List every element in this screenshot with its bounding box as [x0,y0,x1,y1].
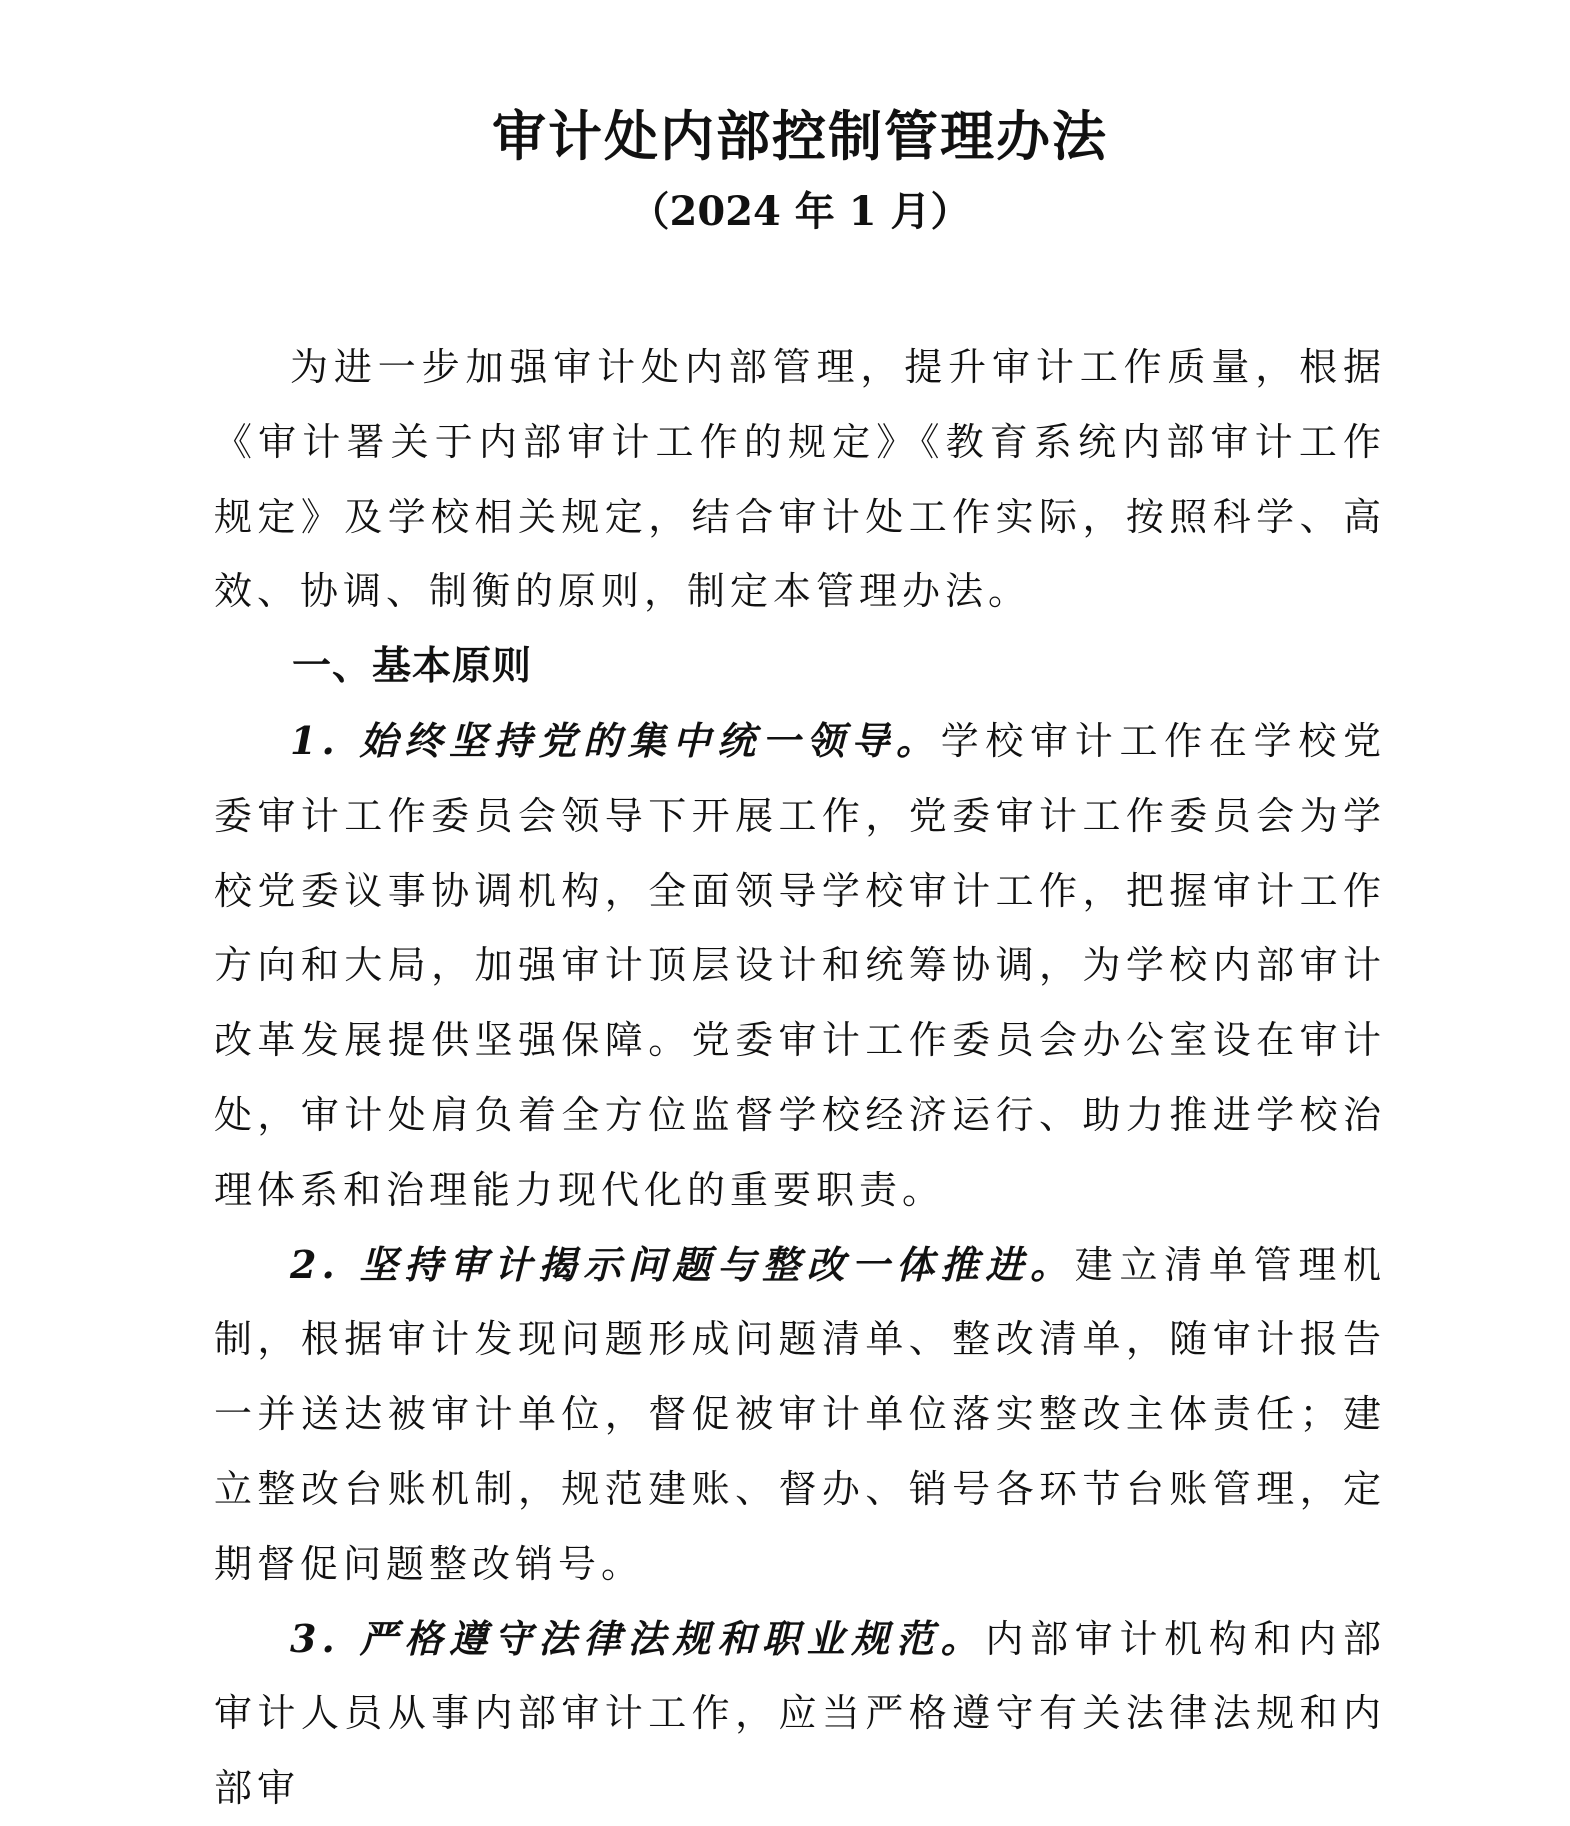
intro-paragraph: 为进一步加强审计处内部管理，提升审计工作质量，根据《审计署关于内部审计工作的规定》《教育系统内部审计工作规定》及学校相关规定，结合审计处工作实际，按照科学、高效、协调、制衡的原则，制定本管理办法。 [214,345,1386,614]
principle-paragraph-1 [214,704,1386,1228]
principle-lead-1: 1. 始终坚持党的集中统一领导。 [290,717,941,763]
principle-lead-2: 2. 坚持审计揭示问题与整改一体推进。 [290,1241,1075,1287]
section-heading: 一、基本原则 [292,643,533,690]
document-date: （2024 年 1 月） [629,188,971,235]
principle-paragraph-2 [214,1228,1386,1602]
principle-text-3: 内部审计机构和内部审计人员从事内部审计工作，应当严格遵守有关法律法规和内部审 [214,1616,1386,1811]
principle-text-2: 建立清单管理机制，根据审计发现问题形成问题清单、整改清单，随审计报告一并送达被审计单位，督促被审计单位落实整改主体责任；建立整改台账机制，规范建账、督办、销号各环节台账管理，定期督促问题整改销号。 [214,1242,1386,1586]
document-body [214,330,1386,1826]
principle-lead-3: 3. 严格遵守法律法规和职业规范。 [290,1615,986,1661]
principle-text-1: 学校审计工作在学校党委审计工作委员会领导下开展工作，党委审计工作委员会为学校党委议事协调机构，全面领导学校审计工作，把握审计工作方向和大局，加强审计顶层设计和统筹协调，为学校内部审计改革发展提供坚强保障。党委审计工作委员会办公室设在审计处，审计处肩负着全方位监督学校经济运行、助力推进学校治理体系和治理能力现代化的重要职责。 [214,718,1386,1212]
principle-paragraph-3 [214,1602,1386,1826]
document-title: 审计处内部控制管理办法 [492,104,1108,168]
